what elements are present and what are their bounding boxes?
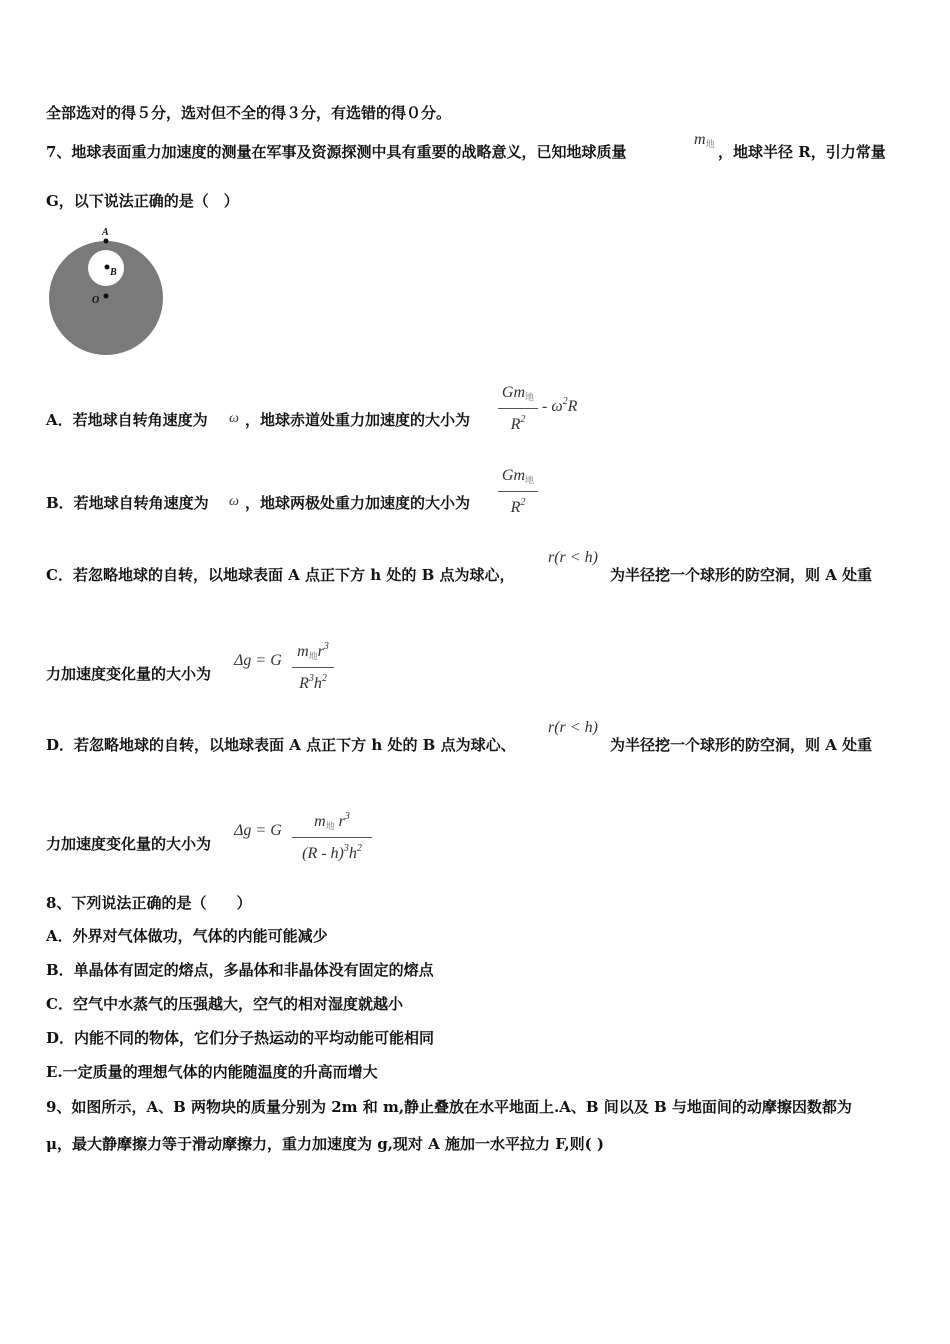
optB-text-b: ，地球两极处重力加速度的大小为 bbox=[245, 494, 471, 512]
label-a: A bbox=[102, 227, 109, 238]
optC-fraction: $m_地r^3$ $R^3h^2$ bbox=[292, 638, 334, 693]
optC-r-condition: r(r < h) bbox=[548, 549, 598, 566]
label-o: O bbox=[92, 295, 100, 306]
optA-omega: ω bbox=[229, 411, 239, 426]
q8-option-d: D．内能不同的物体，它们分子热运动的平均动能可能相同 bbox=[46, 1029, 435, 1047]
q8-option-e: E.一定质量的理想气体的内能随温度的升高而增大 bbox=[46, 1063, 378, 1081]
intro-line: 全部选对的得５分，选对但不全的得３分，有选错的得０分。 bbox=[46, 104, 452, 122]
q9-line-2: μ，最大静摩擦力等于滑动摩擦力，重力加速度为 g,现对 A 施加一水平拉力 F,则( ) bbox=[46, 1135, 604, 1153]
optD-text-b: 为半径挖一个球形的防空洞，则 A 处重 bbox=[610, 736, 873, 754]
q7-line-2: G，以下说法正确的是（ ） bbox=[46, 192, 239, 210]
optB-fraction: $Gm_地$ $R^2$ bbox=[498, 467, 538, 517]
q8-option-c: C．空气中水蒸气的压强越大，空气的相对湿度就越小 bbox=[46, 995, 403, 1013]
optD-text-c: 力加速度变化量的大小为 bbox=[46, 835, 212, 853]
optC-text-c: 力加速度变化量的大小为 bbox=[46, 665, 212, 683]
point-b bbox=[105, 265, 110, 270]
q7-text-b: ，地球半径 R，引力常量 bbox=[718, 143, 886, 161]
point-a bbox=[104, 239, 109, 244]
q7-line-1 bbox=[46, 141, 626, 162]
optA-text-b: ，地球赤道处重力加速度的大小为 bbox=[245, 411, 471, 429]
point-o bbox=[104, 294, 109, 299]
q8-stem: 8、下列说法正确的是（ ） bbox=[46, 894, 252, 912]
optB-omega: ω bbox=[229, 494, 239, 509]
optA-text-a: A．若地球自转角速度为 bbox=[46, 411, 208, 429]
optD-fraction: $m_地$ $r^3$ $(R - h)^3h^2$ bbox=[292, 808, 372, 863]
optD-r-condition: r(r < h) bbox=[548, 719, 598, 736]
optA-minus-term: - $\omega^2R$ bbox=[542, 396, 578, 415]
optB-text-a: B．若地球自转角速度为 bbox=[46, 494, 209, 512]
q8-option-a: A．外界对气体做功，气体的内能可能减少 bbox=[46, 927, 328, 945]
optC-text-b: 为半径挖一个球形的防空洞，则 A 处重 bbox=[610, 566, 873, 584]
optC-delta-g: Δg = G bbox=[234, 652, 282, 669]
q9-line-1: 9、如图所示，A、B 两物块的质量分别为 2m 和 m,静止叠放在水平地面上.A、B 间以及 B 与地面间的动摩擦因数都为 bbox=[46, 1098, 852, 1116]
optC-text-a: C．若忽略地球的自转，以地球表面 A 点正下方 h 处的 B 点为球心， bbox=[46, 566, 515, 584]
earth-figure bbox=[44, 224, 170, 360]
optD-delta-g: Δg = G bbox=[234, 822, 282, 839]
label-b: B bbox=[110, 267, 117, 278]
optA-fraction: $Gm_地$ $R^2$ bbox=[498, 384, 538, 434]
q7-text-a: 7、地球表面重力加速度的测量在军事及资源探测中具有重要的战略意义，已知地球质量 bbox=[46, 143, 627, 161]
optD-text-a: D．若忽略地球的自转，以地球表面 A 点正下方 h 处的 B 点为球心、 bbox=[46, 736, 516, 754]
q8-option-b: B．单晶体有固定的熔点，多晶体和非晶体没有固定的熔点 bbox=[46, 961, 434, 979]
q7-earth-mass: $m_地$ bbox=[694, 131, 715, 149]
